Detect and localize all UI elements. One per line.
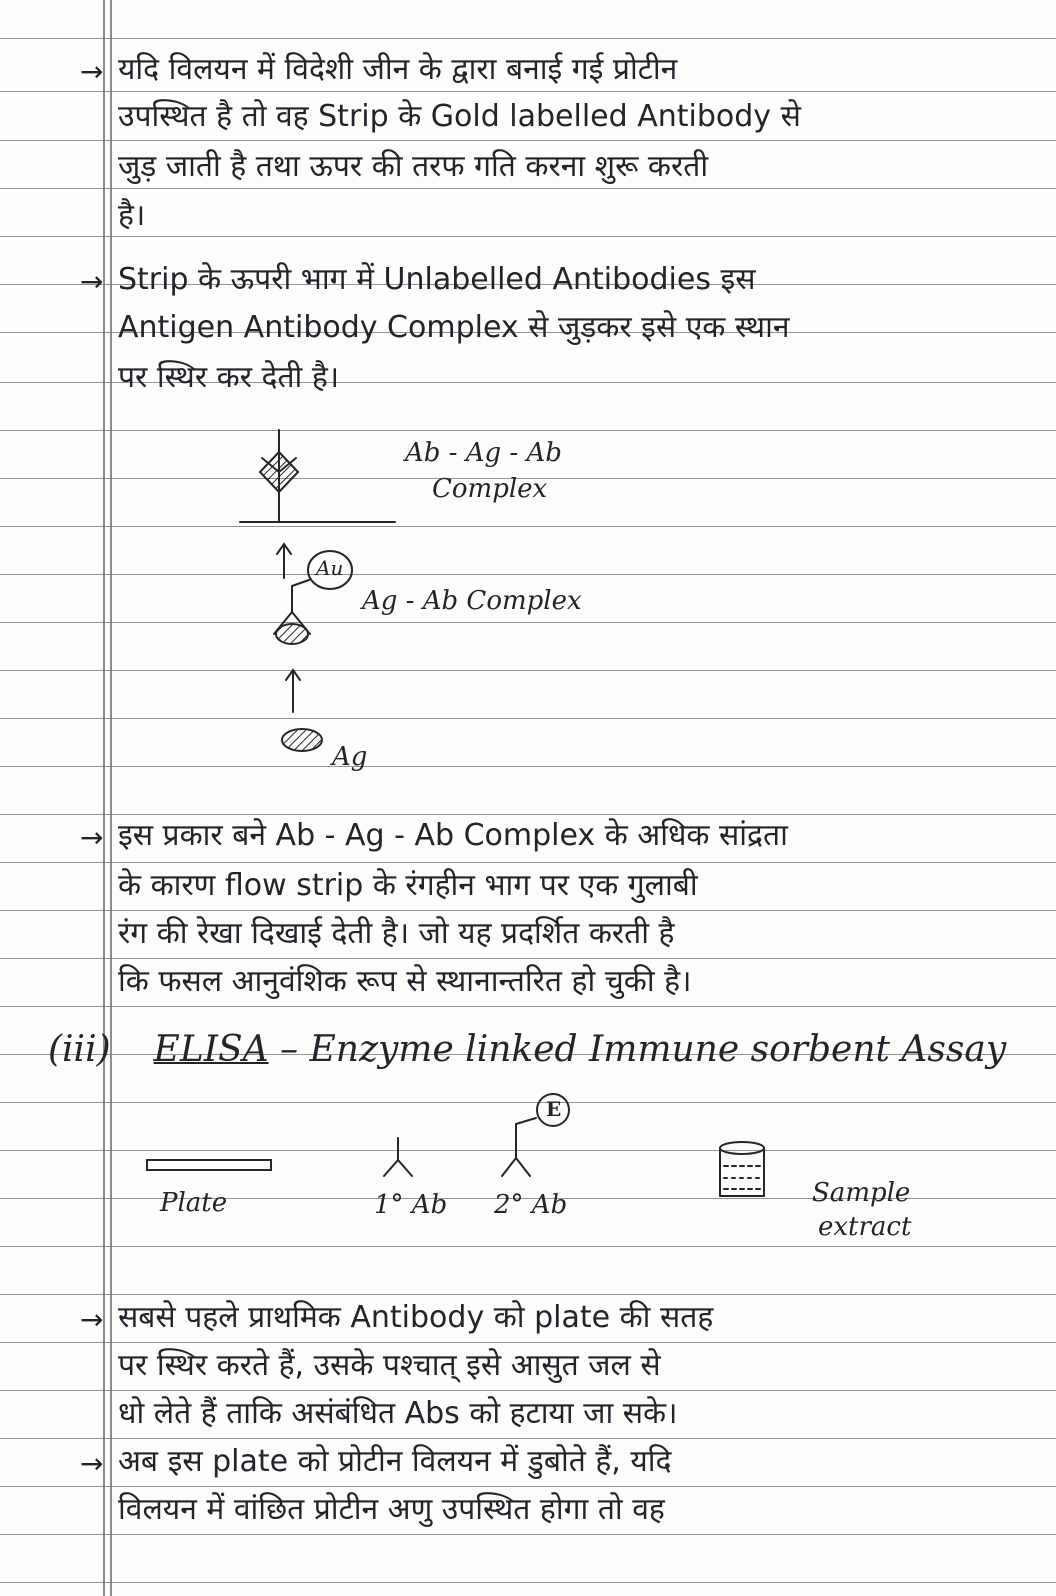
para2-line2: Antigen Antibody Complex से जुड़कर इसे एक स्थान [118,310,790,345]
section-number: (iii) [48,1029,111,1070]
bullet-arrow: → [80,265,104,298]
au-label: Au [316,556,344,580]
para3-line3: रंग की रेखा दिखाई देती है। जो यह प्रदर्शित करती है [118,916,675,951]
enzyme-label: E [546,1097,562,1121]
sample-label: Sample [812,1178,911,1208]
bullet-arrow: → [80,1447,104,1480]
secondary-ab-label: 2° Ab [494,1190,568,1220]
heading-dash: – [280,1029,299,1070]
para1-line2: उपस्थित है तो वह Strip के Gold labelled Antibody से [118,99,801,134]
para5-line1: अब इस plate को प्रोटीन विलयन में डुबोते हैं, यदि [118,1444,672,1479]
para2-line3: पर स्थिर कर देती है। [118,360,340,395]
complex-label: Complex [432,474,548,504]
para1-line4: है। [118,198,146,233]
plate-drawing [147,1160,271,1170]
primary-antibody-drawing [384,1138,412,1176]
extract-label: extract [818,1212,912,1242]
plate-label: Plate [160,1188,228,1218]
para1-line1: यदि विलयन में विदेशी जीन के द्वारा बनाई गई प्रोटीन [118,52,678,87]
para3-line1: इस प्रकार बने Ab - Ag - Ab Complex के अधिक सांद्रता [118,818,788,853]
para4-line1: सबसे पहले प्राथमिक Antibody को plate की सतह [118,1300,714,1335]
bullet-arrow: → [80,1303,104,1336]
para4-line3: धो लेते हैं ताकि असंबंधित Abs को हटाया जा सके। [118,1396,678,1431]
ag-label: Ag [332,742,368,772]
sample-beaker-drawing [720,1142,764,1196]
para4-line2: पर स्थिर करते हैं, उसके पश्चात् इसे आसुत जल से [118,1348,661,1383]
bullet-arrow: → [80,821,104,854]
elisa-abbr: ELISA [153,1029,269,1070]
para3-line2: के कारण flow strip के रंगहीन भाग पर एक गुलाबी [118,868,698,903]
elisa-expansion: Enzyme linked Immune sorbent Assay [309,1029,1007,1070]
para3-line4: कि फसल आनुवंशिक रूप से स्थानान्तरित हो चुकी है। [118,964,692,999]
ab-ag-ab-label: Ab - Ag - Ab [405,438,562,468]
para1-line3: जुड़ जाती है तथा ऊपर की तरफ गति करना शुरू करती [118,149,709,184]
para5-line2: विलयन में वांछित प्रोटीन अणु उपस्थित होगा तो वह [118,1492,665,1527]
primary-ab-label: 1° Ab [374,1190,448,1220]
para2-line1: Strip के ऊपरी भाग में Unlabelled Antibodies इस [118,262,756,297]
ag-ab-complex-label: Ag - Ab Complex [362,586,582,616]
bullet-arrow: → [80,55,104,88]
